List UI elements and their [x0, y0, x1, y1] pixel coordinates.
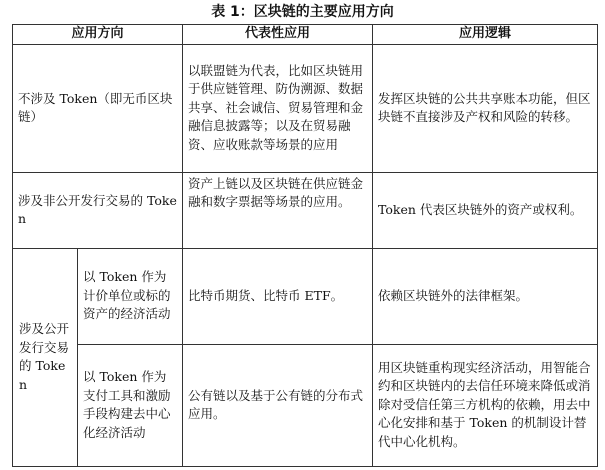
- application-cell: 以联盟链为代表，比如区块链用于供应链管理、防伪溯源、数据共享、社会诚信、贸易管理和金融信息披露等；以及在贸易融资、应收账款等场景的应用: [183, 44, 373, 172]
- logic-cell: Token 代表区块链外的资产或权利。: [373, 172, 598, 248]
- subdirection-cell: 以 Token 作为支付工具和激励手段构建去中心化经济活动: [78, 344, 183, 466]
- application-cell: 公有链以及基于公有链的分布式应用。: [183, 344, 373, 466]
- application-cell: 资产上链以及区块链在供应链金融和数字票据等场景的应用。: [183, 172, 373, 248]
- group-direction-cell: 涉及公开发行交易的 Token: [13, 248, 78, 466]
- table-row: [13, 44, 598, 172]
- application-directions-table: [12, 24, 598, 467]
- table-row: [13, 172, 598, 248]
- logic-cell: 发挥区块链的公共共享账本功能，但区块链不直接涉及产权和风险的转移。: [373, 44, 598, 172]
- direction-cell: 涉及非公开发行交易的 Token: [13, 172, 183, 248]
- direction-cell: 不涉及 Token（即无币区块链）: [13, 44, 183, 172]
- header-logic: 应用逻辑: [373, 25, 598, 45]
- application-cell: 比特币期货、比特币 ETF。: [183, 248, 373, 344]
- subdirection-cell: 以 Token 作为计价单位或标的资产的经济活动: [78, 248, 183, 344]
- table-row: [13, 344, 598, 466]
- logic-cell: 依赖区块链外的法律框架。: [373, 248, 598, 344]
- logic-cell: 用区块链重构现实经济活动，用智能合约和区块链内的去信任环境来降低或消除对受信任第三方机构的依赖，用去中心化安排和基于 Token 的机制设计替代中心化机构。: [373, 344, 598, 466]
- table-row: [13, 248, 598, 344]
- header-application: 代表性应用: [183, 25, 373, 45]
- header-direction: 应用方向: [13, 25, 183, 45]
- header-row: [13, 25, 598, 45]
- table-caption: 表 1：区块链的主要应用方向: [211, 4, 394, 20]
